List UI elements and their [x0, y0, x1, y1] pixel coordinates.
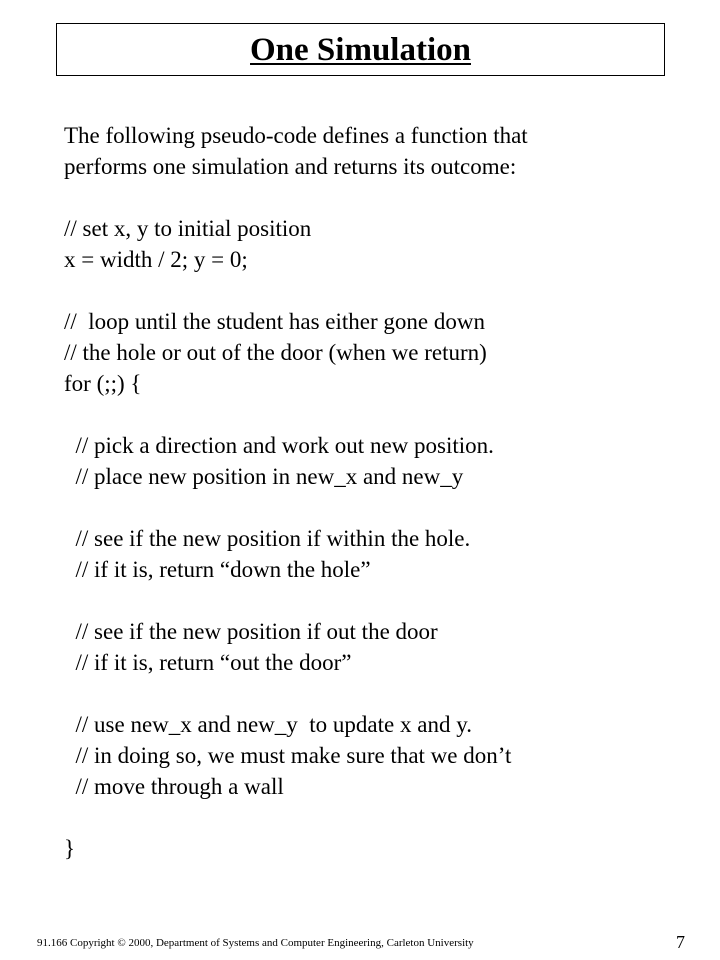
title-box — [56, 23, 665, 76]
code-line: // set x, y to initial position — [64, 216, 312, 241]
code-line: for (;;) { — [64, 371, 142, 396]
code-line: x = width / 2; y = 0; — [64, 247, 248, 272]
code-line: // use new_x and new_y to update x and y. — [64, 712, 472, 737]
blank-line — [64, 678, 704, 709]
code-line: // see if the new position if within the hole. — [64, 526, 471, 551]
code-line: // see if the new position if out the door — [64, 619, 438, 644]
code-line: // the hole or out of the door (when we return) — [64, 340, 487, 365]
copyright-footer: 91.166 Copyright © 2000, Department of Systems and Computer Engineering, Carleton University — [37, 937, 474, 949]
text-line: The following pseudo-code defines a function that — [64, 123, 528, 148]
text-line: performs one simulation and returns its outcome: — [64, 154, 517, 179]
blank-line — [64, 802, 704, 833]
code-line: // pick a direction and work out new position. — [64, 433, 494, 458]
blank-line — [64, 182, 704, 213]
code-line: // if it is, return “down the hole” — [64, 557, 371, 582]
code-line: // loop until the student has either gone down — [64, 309, 485, 334]
code-line: // in doing so, we must make sure that we don’t — [64, 743, 512, 768]
blank-line — [64, 275, 704, 306]
code-line: // place new position in new_x and new_y — [64, 464, 464, 489]
page-number: 7 — [676, 932, 685, 952]
blank-line — [64, 585, 704, 616]
code-line: // if it is, return “out the door” — [64, 650, 352, 675]
blank-line — [64, 492, 704, 523]
code-line: } — [64, 836, 76, 861]
code-line: // move through a wall — [64, 774, 284, 799]
blank-line — [64, 399, 704, 430]
slide-title: One Simulation — [250, 32, 471, 68]
pseudo-code-block — [64, 120, 704, 864]
